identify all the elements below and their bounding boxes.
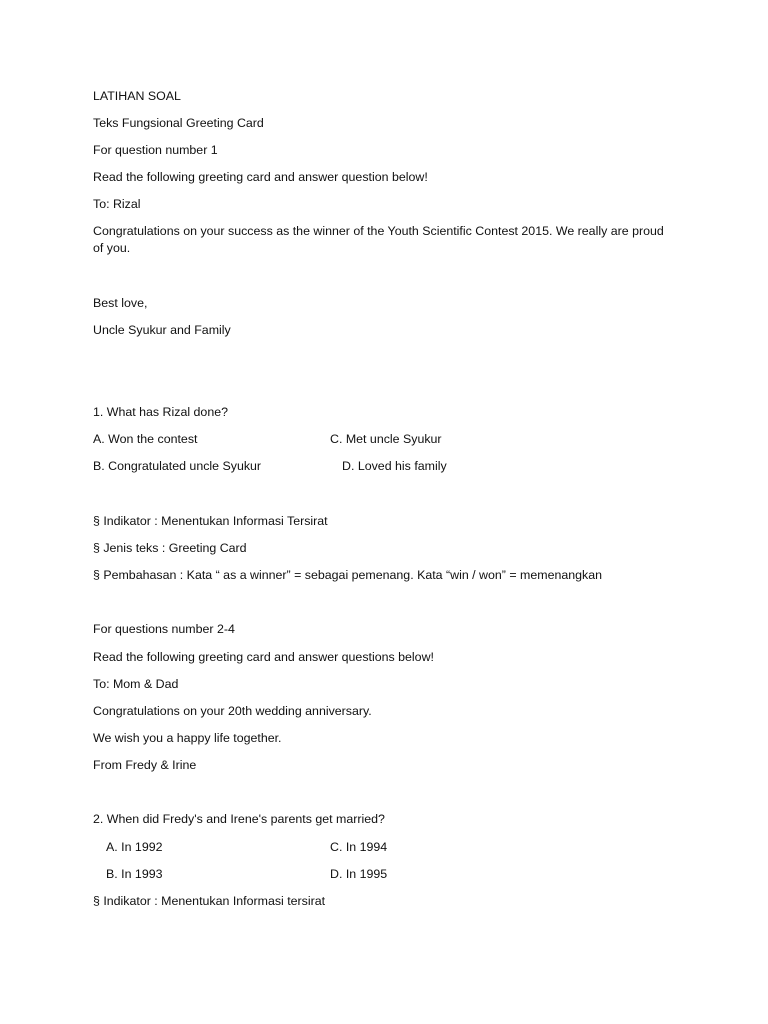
section2-instruction: Read the following greeting card and answer questions below! <box>93 650 434 664</box>
document-title: LATIHAN SOAL <box>93 89 181 103</box>
card2-sender: From Fredy & Irine <box>93 758 197 772</box>
card1-closing: Best love, <box>93 296 148 310</box>
question-1: 1. What has Rizal done? <box>93 405 228 419</box>
question-2-option-b: B. In 1993 <box>106 867 163 881</box>
question-2-option-a: A. In 1992 <box>106 840 163 854</box>
question-2-option-d: D. In 1995 <box>330 867 388 881</box>
question-2-indikator: § Indikator : Menentukan Informasi tersirat <box>93 894 326 908</box>
question-1-option-d: D. Loved his family <box>342 459 447 473</box>
question-2-option-c: C. In 1994 <box>330 840 388 854</box>
card1-message: Congratulations on your success as the winner of the Youth Scientific Contest 2015. We really are proud of you. <box>93 224 664 255</box>
question-1-pembahasan: § Pembahasan : Kata “ as a winner” = sebagai pemenang. Kata “win / won” = memenangkan <box>93 568 603 582</box>
question-1-indikator: § Indikator : Menentukan Informasi Tersirat <box>93 514 328 528</box>
card2-to: To: Mom & Dad <box>93 677 179 691</box>
question-1-option-a: A. Won the contest <box>93 432 198 446</box>
card1-sender: Uncle Syukur and Family <box>93 323 231 337</box>
card1-to: To: Rizal <box>93 197 141 211</box>
section1-heading: For question number 1 <box>93 143 218 157</box>
document-subtitle: Teks Fungsional Greeting Card <box>93 116 264 130</box>
question-2: 2. When did Fredy's and Irene's parents get married? <box>93 812 385 826</box>
question-1-option-b: B. Congratulated uncle Syukur <box>93 459 262 473</box>
section2-heading: For questions number 2-4 <box>93 622 235 636</box>
card2-line1: Congratulations on your 20th wedding anniversary. <box>93 704 372 718</box>
card2-line2: We wish you a happy life together. <box>93 731 282 745</box>
section1-instruction: Read the following greeting card and answer question below! <box>93 170 428 184</box>
question-1-jenis-teks: § Jenis teks : Greeting Card <box>93 541 247 555</box>
question-1-option-c: C. Met uncle Syukur <box>330 432 442 446</box>
